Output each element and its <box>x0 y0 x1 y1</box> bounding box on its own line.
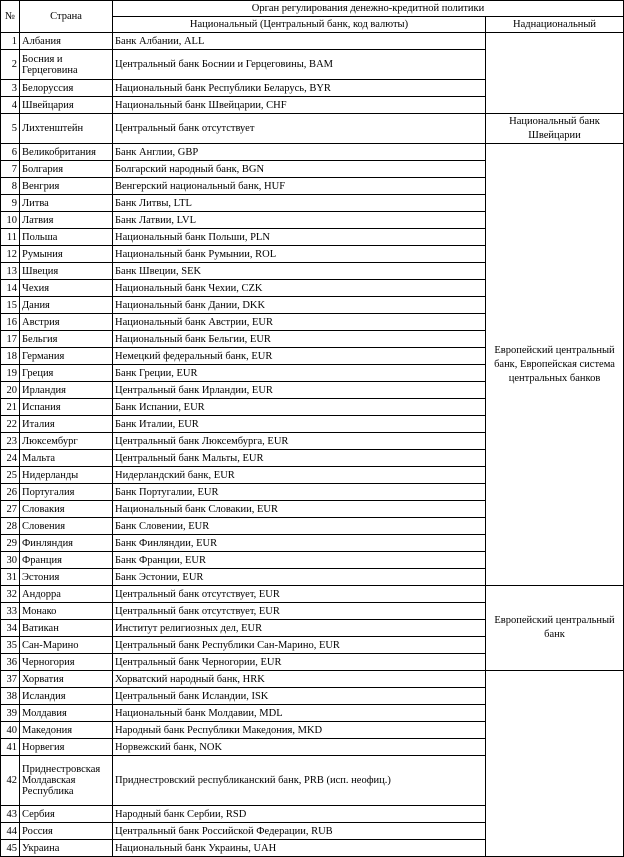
row-number: 38 <box>1 688 20 705</box>
national-bank-cell: Венгерский национальный банк, HUF <box>113 178 486 195</box>
national-bank-cell: Банк Литвы, LTL <box>113 195 486 212</box>
national-bank-cell: Приднестровский республиканский банк, PRB (исп. неофиц.) <box>113 756 486 806</box>
country-cell: Дания <box>20 297 113 314</box>
table-row <box>1 33 624 50</box>
national-bank-cell: Центральный банк Люксембурга, EUR <box>113 433 486 450</box>
national-bank-cell: Немецкий федеральный банк, EUR <box>113 348 486 365</box>
country-cell: Приднестровская Молдавская Республика <box>20 756 113 806</box>
national-bank-cell: Национальный банк Швейцарии, CHF <box>113 97 486 114</box>
row-number: 26 <box>1 484 20 501</box>
table-row <box>1 586 624 603</box>
supranational-cell: Европейский центральный банк, Европейская система центральных банков <box>486 144 624 586</box>
country-cell: Украина <box>20 840 113 857</box>
country-cell: Франция <box>20 552 113 569</box>
country-cell: Люксембург <box>20 433 113 450</box>
row-number: 31 <box>1 569 20 586</box>
country-cell: Латвия <box>20 212 113 229</box>
national-bank-cell: Центральный банк Исландии, ISK <box>113 688 486 705</box>
national-bank-cell: Национальный банк Чехии, CZK <box>113 280 486 297</box>
header-country: Страна <box>20 1 113 33</box>
country-cell: Венгрия <box>20 178 113 195</box>
row-number: 39 <box>1 705 20 722</box>
national-bank-cell: Болгарский народный банк, BGN <box>113 161 486 178</box>
country-cell: Румыния <box>20 246 113 263</box>
country-cell: Швейцария <box>20 97 113 114</box>
row-number: 4 <box>1 97 20 114</box>
country-cell: Нидерланды <box>20 467 113 484</box>
row-number: 44 <box>1 823 20 840</box>
country-cell: Испания <box>20 399 113 416</box>
supranational-cell: Европейский центральный банк <box>486 586 624 671</box>
row-number: 23 <box>1 433 20 450</box>
national-bank-cell: Банк Англии, GBP <box>113 144 486 161</box>
country-cell: Молдавия <box>20 705 113 722</box>
country-cell: Лихтенштейн <box>20 114 113 144</box>
country-cell: Македония <box>20 722 113 739</box>
row-number: 24 <box>1 450 20 467</box>
country-cell: Болгария <box>20 161 113 178</box>
national-bank-cell: Национальный банк Республики Беларусь, BYR <box>113 80 486 97</box>
national-bank-cell: Центральный банк отсутствует <box>113 114 486 144</box>
national-bank-cell: Национальный банк Румынии, ROL <box>113 246 486 263</box>
row-number: 22 <box>1 416 20 433</box>
country-cell: Австрия <box>20 314 113 331</box>
national-bank-cell: Центральный банк отсутствует, EUR <box>113 586 486 603</box>
national-bank-cell: Центральный банк Республики Сан-Марино, EUR <box>113 637 486 654</box>
national-bank-cell: Банк Латвии, LVL <box>113 212 486 229</box>
national-bank-cell: Банк Эстонии, EUR <box>113 569 486 586</box>
row-number: 19 <box>1 365 20 382</box>
country-cell: Хорватия <box>20 671 113 688</box>
row-number: 41 <box>1 739 20 756</box>
row-number: 29 <box>1 535 20 552</box>
row-number: 12 <box>1 246 20 263</box>
national-bank-cell: Национальный банк Австрии, EUR <box>113 314 486 331</box>
supranational-cell <box>486 671 624 857</box>
row-number: 20 <box>1 382 20 399</box>
supranational-cell <box>486 33 624 114</box>
national-bank-cell: Банк Франции, EUR <box>113 552 486 569</box>
row-number: 8 <box>1 178 20 195</box>
country-cell: Швеция <box>20 263 113 280</box>
row-number: 27 <box>1 501 20 518</box>
country-cell: Сан-Марино <box>20 637 113 654</box>
country-cell: Ирландия <box>20 382 113 399</box>
row-number: 42 <box>1 756 20 806</box>
row-number: 2 <box>1 50 20 80</box>
row-number: 40 <box>1 722 20 739</box>
national-bank-cell: Центральный банк Мальты, EUR <box>113 450 486 467</box>
country-cell: Чехия <box>20 280 113 297</box>
national-bank-cell: Национальный банк Украины, UAH <box>113 840 486 857</box>
row-number: 36 <box>1 654 20 671</box>
row-number: 35 <box>1 637 20 654</box>
row-number: 43 <box>1 806 20 823</box>
national-bank-cell: Народный банк Республики Македония, MKD <box>113 722 486 739</box>
national-bank-cell: Национальный банк Словакии, EUR <box>113 501 486 518</box>
row-number: 21 <box>1 399 20 416</box>
table-row <box>1 144 624 161</box>
national-bank-cell: Банк Албании, ALL <box>113 33 486 50</box>
table-row <box>1 114 624 144</box>
row-number: 18 <box>1 348 20 365</box>
national-bank-cell: Банк Италии, EUR <box>113 416 486 433</box>
national-bank-cell: Хорватский народный банк, HRK <box>113 671 486 688</box>
table-row <box>1 671 624 688</box>
row-number: 13 <box>1 263 20 280</box>
country-cell: Белоруссия <box>20 80 113 97</box>
country-cell: Мальта <box>20 450 113 467</box>
national-bank-cell: Центральный банк отсутствует, EUR <box>113 603 486 620</box>
national-bank-cell: Центральный банк Ирландии, EUR <box>113 382 486 399</box>
national-bank-cell: Банк Португалии, EUR <box>113 484 486 501</box>
country-cell: Италия <box>20 416 113 433</box>
row-number: 17 <box>1 331 20 348</box>
row-number: 7 <box>1 161 20 178</box>
row-number: 16 <box>1 314 20 331</box>
supranational-cell: Национальный банк Швейцарии <box>486 114 624 144</box>
row-number: 9 <box>1 195 20 212</box>
row-number: 6 <box>1 144 20 161</box>
country-cell: Норвегия <box>20 739 113 756</box>
row-number: 3 <box>1 80 20 97</box>
national-bank-cell: Банк Финляндии, EUR <box>113 535 486 552</box>
table-body <box>1 33 624 857</box>
header-num: № <box>1 1 20 33</box>
national-bank-cell: Институт религиозных дел, EUR <box>113 620 486 637</box>
country-cell: Португалия <box>20 484 113 501</box>
country-cell: Словакия <box>20 501 113 518</box>
country-cell: Сербия <box>20 806 113 823</box>
country-cell: Великобритания <box>20 144 113 161</box>
country-cell: Словения <box>20 518 113 535</box>
row-number: 25 <box>1 467 20 484</box>
row-number: 32 <box>1 586 20 603</box>
national-bank-cell: Банк Словении, EUR <box>113 518 486 535</box>
row-number: 1 <box>1 33 20 50</box>
country-cell: Исландия <box>20 688 113 705</box>
row-number: 10 <box>1 212 20 229</box>
country-cell: Ватикан <box>20 620 113 637</box>
header-authority: Орган регулирования денежно-кредитной политики <box>113 1 624 17</box>
row-number: 14 <box>1 280 20 297</box>
row-number: 5 <box>1 114 20 144</box>
country-cell: Греция <box>20 365 113 382</box>
national-bank-cell: Национальный банк Бельгии, EUR <box>113 331 486 348</box>
country-cell: Германия <box>20 348 113 365</box>
header-supranational: Наднациональный <box>486 17 624 33</box>
national-bank-cell: Банк Швеции, SEK <box>113 263 486 280</box>
country-cell: Литва <box>20 195 113 212</box>
national-bank-cell: Центральный банк Российской Федерации, RUB <box>113 823 486 840</box>
row-number: 34 <box>1 620 20 637</box>
country-cell: Монако <box>20 603 113 620</box>
row-number: 45 <box>1 840 20 857</box>
country-cell: Черногория <box>20 654 113 671</box>
national-bank-cell: Национальный банк Дании, DKK <box>113 297 486 314</box>
national-bank-cell: Норвежский банк, NOK <box>113 739 486 756</box>
row-number: 15 <box>1 297 20 314</box>
row-number: 30 <box>1 552 20 569</box>
header-national: Национальный (Центральный банк, код валюты) <box>113 17 486 33</box>
national-bank-cell: Банк Испании, EUR <box>113 399 486 416</box>
country-cell: Финляндия <box>20 535 113 552</box>
national-bank-cell: Банк Греции, EUR <box>113 365 486 382</box>
national-bank-cell: Нидерландский банк, EUR <box>113 467 486 484</box>
national-bank-cell: Народный банк Сербии, RSD <box>113 806 486 823</box>
row-number: 11 <box>1 229 20 246</box>
country-cell: Албания <box>20 33 113 50</box>
national-bank-cell: Центральный банк Черногории, EUR <box>113 654 486 671</box>
country-cell: Россия <box>20 823 113 840</box>
country-cell: Босния и Герцеговина <box>20 50 113 80</box>
country-cell: Польша <box>20 229 113 246</box>
country-cell: Андорра <box>20 586 113 603</box>
row-number: 33 <box>1 603 20 620</box>
row-number: 37 <box>1 671 20 688</box>
national-bank-cell: Центральный банк Боснии и Герцеговины, BAM <box>113 50 486 80</box>
national-bank-cell: Национальный банк Польши, PLN <box>113 229 486 246</box>
row-number: 28 <box>1 518 20 535</box>
country-cell: Эстония <box>20 569 113 586</box>
country-cell: Бельгия <box>20 331 113 348</box>
national-bank-cell: Национальный банк Молдавии, MDL <box>113 705 486 722</box>
